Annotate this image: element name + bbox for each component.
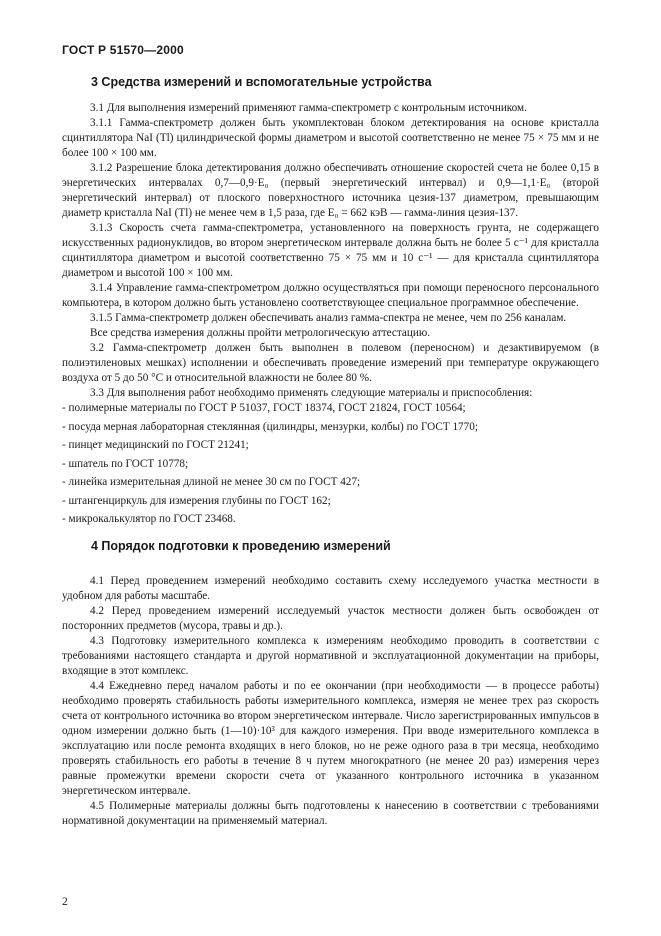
- list-item: - посуда мерная лабораторная стеклянная (цилиндры, мензурки, колбы) по ГОСТ 1770;: [62, 420, 478, 433]
- section-3-body: [62, 101, 599, 531]
- paragraph-3-1-4: 3.1.4 Управление гамма-спектрометром должно осуществляться при помощи переносного персонального компьютера, в котором должно быть установлено соответствующее специальное программное обеспечение.: [62, 282, 599, 309]
- section-4-body: [62, 574, 599, 829]
- paragraph-3-1-1: 3.1.1 Гамма-спектрометр должен быть укомплектован блоком детектирования на основе кристалла сцинтиллятора NaI (Tl) цилиндрической формы диаметром и высотой соответственно не менее 75 × 75 мм и не более 100 × 100 мм.: [62, 117, 599, 159]
- list-item: - линейка измерительная длиной не менее 30 см по ГОСТ 427;: [62, 476, 361, 488]
- paragraph-4-2: 4.2 Перед проведением измерений исследуемый участок местности должен быть освобожден от посторонних предметов (мусора, травы и др.).: [62, 605, 599, 632]
- section-3-title: 3 Средства измерений и вспомогательные устройства: [91, 75, 432, 89]
- paragraph-3-1-3: 3.1.3 Скорость счета гамма-спектрометра, установленного на поверхность грунта, не содержащего искусственных радионуклидов, во втором энергетическом интервале должна быть не более 5 с⁻¹ для кристалла сцинтиллятора диаметром и высотой соответственно 75 × 75 мм и 10 с⁻¹ — для кристалла сцинтиллятора диаметром и высотой 100 × 100 мм.: [62, 222, 599, 279]
- document-header: ГОСТ Р 51570—2000: [62, 43, 184, 57]
- list-item: - пинцет медицинский по ГОСТ 21241;: [62, 439, 249, 451]
- paragraph-3-1-2: 3.1.2 Разрешение блока детектирования должно обеспечивать отношение скоростей счета не более 0,15 в энергетических интервалах 0,7—0,9·E₀ (первый энергетический интервал) и 0,9—1,1·E₀ (второй энергетический интервал) от плоского поверхностного источника цезия-137 диаметром, превышающим диаметр кристалла NaI (Tl) не менее чем в 1,5 раза, где E₀ = 662 кэВ — гамма-линия цезия-137.: [62, 162, 599, 219]
- paragraph-3-1: 3.1 Для выполнения измерений применяют гамма-спектрометр с контрольным источником.: [90, 102, 527, 114]
- paragraph-4-3: 4.3 Подготовку измерительного комплекса к измерениям необходимо проводить в соответствии с требованиями настоящего стандарта и другой нормативной и эксплуатационной документации на приборы, входящие в этот комплекс.: [62, 635, 599, 677]
- paragraph-3-1-5: 3.1.5 Гамма-спектрометр должен обеспечивать анализ гамма-спектра не менее, чем по 256 каналам.: [90, 312, 567, 324]
- list-item: - микрокалькулятор по ГОСТ 23468.: [62, 513, 236, 525]
- paragraph-3-2: 3.2 Гамма-спектрометр должен быть выполнен в полевом (переносном) и дезактивируемом (в полиэтиленовых мешках) исполнении и обеспечивать проведение измерений при температуре окружающего воздуха от 5 до 50 °С и относительной влажности не более 80 %.: [62, 342, 599, 384]
- paragraph-4-4: 4.4 Ежедневно перед началом работы и по ее окончании (при необходимости — в процессе работы) необходимо проверять стабильность работы измерительного комплекса, измеряя не менее трех раз скорость счета от контрольного источника во втором энергетическом интервале. Число зарегистрированных импульсов в одном измерении должно быть (1—10)·10³ для каждого измерения. При вводе измерительного комплекса в эксплуатацию или после ремонта входящих в него блоков, но не реже одного раза в три месяца, необходимо проверять стабильность его работы в течение 8 ч путем многократного (не менее 20 раз) измерения через равные промежутки времени скорости счета от указанного контрольного источника в указанном энергетическом интервале.: [62, 680, 599, 797]
- paragraph-metrology: Все средства измерения должны пройти метрологическую аттестацию.: [90, 327, 431, 339]
- paragraph-4-1: 4.1 Перед проведением измерений необходимо составить схему исследуемого участка местности в удобном для работы масштабе.: [62, 575, 599, 602]
- list-item: - штангенциркуль для измерения глубины по ГОСТ 162;: [62, 494, 331, 507]
- paragraph-3-3: 3.3 Для выполнения работ необходимо применять следующие материалы и приспособления:: [90, 387, 533, 399]
- paragraph-4-5: 4.5 Полимерные материалы должны быть подготовлены к нанесению в соответствии с требованиями нормативной документации на применяемый материал.: [62, 800, 599, 827]
- materials-list: [62, 401, 599, 528]
- section-4-title: 4 Порядок подготовки к проведению измерений: [91, 539, 391, 553]
- page-number: 2: [62, 896, 68, 908]
- list-item: - полимерные материалы по ГОСТ Р 51037, ГОСТ 18374, ГОСТ 21824, ГОСТ 10564;: [62, 402, 466, 414]
- list-item: - шпатель по ГОСТ 10778;: [62, 457, 189, 470]
